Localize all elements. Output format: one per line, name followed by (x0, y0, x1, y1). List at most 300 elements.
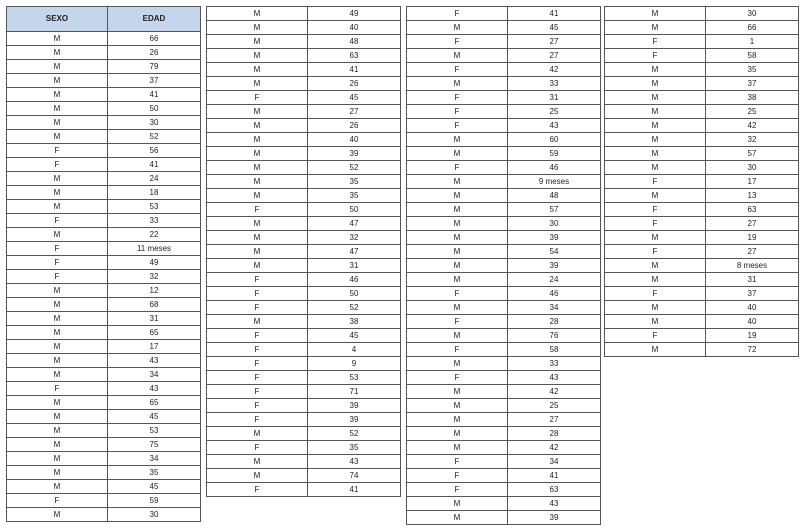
sexo-cell: M (207, 427, 308, 441)
table-row (207, 273, 401, 287)
edad-cell: 41 (308, 483, 401, 497)
table-row (7, 102, 201, 116)
sexo-cell: M (7, 312, 108, 326)
table-row (207, 455, 401, 469)
table-row (605, 7, 799, 21)
edad-cell: 71 (308, 385, 401, 399)
edad-cell: 13 (706, 189, 799, 203)
edad-cell: 52 (108, 130, 201, 144)
edad-cell: 63 (706, 203, 799, 217)
table-row (407, 105, 601, 119)
edad-cell: 52 (308, 301, 401, 315)
edad-cell: 48 (308, 35, 401, 49)
table-row (407, 203, 601, 217)
table-row (7, 466, 201, 480)
edad-cell: 41 (508, 469, 601, 483)
table-row (605, 147, 799, 161)
table-row (7, 354, 201, 368)
sexo-cell: M (207, 259, 308, 273)
sexo-cell: M (407, 441, 508, 455)
edad-cell: 35 (308, 189, 401, 203)
edad-cell: 54 (508, 245, 601, 259)
table-row (207, 77, 401, 91)
edad-cell: 34 (108, 452, 201, 466)
table-row (7, 438, 201, 452)
sexo-cell: M (407, 385, 508, 399)
sexo-cell: F (605, 203, 706, 217)
table-row (7, 46, 201, 60)
table-row (7, 200, 201, 214)
edad-cell: 4 (308, 343, 401, 357)
edad-cell: 75 (108, 438, 201, 452)
edad-cell: 26 (308, 119, 401, 133)
edad-cell: 72 (706, 343, 799, 357)
sexo-cell: F (207, 203, 308, 217)
table-column-4 (604, 6, 798, 357)
header-row (7, 7, 201, 32)
edad-cell: 40 (706, 315, 799, 329)
sexo-cell: M (407, 357, 508, 371)
data-table-1 (6, 6, 201, 522)
sexo-cell: M (605, 63, 706, 77)
edad-cell: 28 (508, 315, 601, 329)
table-row (407, 161, 601, 175)
edad-cell: 26 (308, 77, 401, 91)
sexo-cell: M (7, 32, 108, 46)
sexo-cell: M (207, 35, 308, 49)
sexo-cell: M (207, 231, 308, 245)
table-row (407, 371, 601, 385)
edad-cell: 27 (508, 35, 601, 49)
table-row (407, 455, 601, 469)
edad-cell: 50 (308, 203, 401, 217)
sexo-cell: M (407, 133, 508, 147)
edad-cell: 46 (508, 287, 601, 301)
sexo-cell: F (407, 287, 508, 301)
sexo-cell: M (207, 175, 308, 189)
edad-cell: 24 (108, 172, 201, 186)
edad-cell: 19 (706, 231, 799, 245)
sexo-cell: M (7, 298, 108, 312)
table-row (605, 259, 799, 273)
sexo-cell: M (207, 455, 308, 469)
edad-cell: 65 (108, 326, 201, 340)
edad-cell: 66 (706, 21, 799, 35)
edad-cell: 52 (308, 161, 401, 175)
edad-cell: 45 (508, 21, 601, 35)
edad-cell: 41 (108, 158, 201, 172)
sexo-cell: M (605, 133, 706, 147)
sexo-cell: M (407, 175, 508, 189)
sexo-cell: M (7, 60, 108, 74)
table-row (7, 452, 201, 466)
sexo-cell: M (207, 469, 308, 483)
table-row (207, 399, 401, 413)
sexo-cell: F (207, 301, 308, 315)
sexo-cell: M (605, 259, 706, 273)
sexo-cell: M (407, 273, 508, 287)
sexo-cell: M (407, 231, 508, 245)
table-row (407, 259, 601, 273)
sexo-cell: M (7, 186, 108, 200)
edad-cell: 39 (508, 231, 601, 245)
data-table-2 (206, 6, 401, 497)
edad-cell: 43 (508, 497, 601, 511)
sexo-cell: F (207, 385, 308, 399)
sexo-cell: F (407, 483, 508, 497)
table-row (207, 329, 401, 343)
sexo-cell: F (207, 329, 308, 343)
table-row (407, 413, 601, 427)
table-row (7, 32, 201, 46)
edad-cell: 11 meses (108, 242, 201, 256)
edad-cell: 63 (508, 483, 601, 497)
edad-cell: 30 (108, 508, 201, 522)
edad-cell: 43 (508, 371, 601, 385)
table-row (7, 326, 201, 340)
table-column-2 (206, 6, 400, 497)
edad-cell: 60 (508, 133, 601, 147)
edad-cell: 50 (108, 102, 201, 116)
edad-cell: 8 meses (706, 259, 799, 273)
sexo-cell: M (7, 508, 108, 522)
table-row (7, 340, 201, 354)
table-body-4 (605, 7, 799, 357)
sexo-cell: M (7, 424, 108, 438)
table-row (207, 175, 401, 189)
table-row (207, 357, 401, 371)
edad-cell: 32 (706, 133, 799, 147)
table-row (407, 119, 601, 133)
sexo-cell: F (605, 217, 706, 231)
data-table-3 (406, 6, 601, 525)
table-row (407, 357, 601, 371)
table-row (207, 91, 401, 105)
sexo-cell: M (407, 245, 508, 259)
table-row (7, 494, 201, 508)
table-row (7, 424, 201, 438)
edad-cell: 34 (108, 368, 201, 382)
table-row (7, 312, 201, 326)
edad-cell: 39 (508, 259, 601, 273)
sexo-cell: M (407, 413, 508, 427)
table-row (7, 130, 201, 144)
sexo-cell: M (605, 7, 706, 21)
sexo-cell: M (407, 217, 508, 231)
table-row (207, 133, 401, 147)
sexo-cell: M (407, 203, 508, 217)
sexo-cell: F (407, 105, 508, 119)
edad-cell: 57 (508, 203, 601, 217)
edad-cell: 49 (108, 256, 201, 270)
sexo-cell: M (7, 172, 108, 186)
edad-cell: 27 (508, 49, 601, 63)
edad-cell: 39 (308, 147, 401, 161)
sexo-cell: M (7, 130, 108, 144)
table-row (407, 427, 601, 441)
sexo-cell: M (605, 21, 706, 35)
table-row (605, 133, 799, 147)
sexo-cell: M (605, 161, 706, 175)
table-row (605, 245, 799, 259)
table-row (407, 77, 601, 91)
table-row (605, 231, 799, 245)
sexo-cell: F (207, 413, 308, 427)
sexo-cell: F (407, 371, 508, 385)
sexo-cell: F (7, 214, 108, 228)
edad-cell: 74 (308, 469, 401, 483)
header-edad: EDAD (108, 7, 201, 32)
edad-cell: 47 (308, 245, 401, 259)
table-row (407, 245, 601, 259)
edad-cell: 9 meses (508, 175, 601, 189)
edad-cell: 79 (108, 60, 201, 74)
table-row (7, 242, 201, 256)
table-row (407, 301, 601, 315)
sexo-cell: F (207, 273, 308, 287)
sexo-cell: M (7, 410, 108, 424)
table-row (605, 35, 799, 49)
table-row (207, 483, 401, 497)
edad-cell: 19 (706, 329, 799, 343)
sexo-cell: M (407, 21, 508, 35)
sexo-cell: M (7, 438, 108, 452)
table-row (407, 147, 601, 161)
edad-cell: 28 (508, 427, 601, 441)
edad-cell: 31 (508, 91, 601, 105)
edad-cell: 66 (108, 32, 201, 46)
sexo-cell: F (407, 7, 508, 21)
table-body-3 (407, 7, 601, 525)
edad-cell: 39 (308, 399, 401, 413)
sexo-cell: M (207, 49, 308, 63)
table-row (207, 119, 401, 133)
sexo-cell: M (7, 200, 108, 214)
edad-cell: 45 (308, 91, 401, 105)
table-row (407, 343, 601, 357)
sexo-cell: F (7, 144, 108, 158)
sexo-cell: M (605, 91, 706, 105)
edad-cell: 40 (308, 21, 401, 35)
edad-cell: 39 (508, 511, 601, 525)
edad-cell: 57 (706, 147, 799, 161)
sexo-cell: F (407, 315, 508, 329)
edad-cell: 76 (508, 329, 601, 343)
table-row (207, 7, 401, 21)
edad-cell: 27 (508, 413, 601, 427)
edad-cell: 46 (308, 273, 401, 287)
edad-cell: 32 (308, 231, 401, 245)
sexo-cell: M (605, 301, 706, 315)
sexo-cell: M (7, 46, 108, 60)
sexo-cell: F (7, 256, 108, 270)
edad-cell: 56 (108, 144, 201, 158)
edad-cell: 43 (108, 382, 201, 396)
sexo-cell: M (407, 189, 508, 203)
edad-cell: 42 (508, 63, 601, 77)
sexo-cell: F (605, 329, 706, 343)
sexo-cell: M (7, 396, 108, 410)
table-row (407, 189, 601, 203)
sexo-cell: F (207, 287, 308, 301)
sexo-cell: F (207, 399, 308, 413)
sexo-cell: F (605, 49, 706, 63)
table-row (207, 343, 401, 357)
edad-cell: 32 (108, 270, 201, 284)
sexo-cell: F (207, 343, 308, 357)
edad-cell: 30 (108, 116, 201, 130)
sexo-cell: F (7, 158, 108, 172)
table-row (407, 315, 601, 329)
table-row (207, 301, 401, 315)
table-body-1 (7, 32, 201, 522)
sexo-cell: M (207, 7, 308, 21)
sexo-cell: F (7, 270, 108, 284)
table-row (207, 231, 401, 245)
sexo-cell: M (7, 340, 108, 354)
table-row (7, 508, 201, 522)
sexo-cell: M (207, 133, 308, 147)
sexo-cell: F (7, 494, 108, 508)
sexo-cell: M (407, 497, 508, 511)
sexo-cell: M (407, 427, 508, 441)
edad-cell: 43 (108, 354, 201, 368)
sexo-cell: M (7, 326, 108, 340)
sexo-cell: F (407, 455, 508, 469)
sexo-cell: M (207, 189, 308, 203)
sexo-cell: M (207, 63, 308, 77)
sexo-cell: F (605, 287, 706, 301)
table-row (407, 497, 601, 511)
edad-cell: 45 (108, 480, 201, 494)
table-row (605, 119, 799, 133)
edad-cell: 43 (308, 455, 401, 469)
edad-cell: 1 (706, 35, 799, 49)
edad-cell: 45 (108, 410, 201, 424)
sexo-cell: M (407, 399, 508, 413)
table-row (207, 21, 401, 35)
table-row (7, 116, 201, 130)
sexo-cell: M (605, 119, 706, 133)
table-column-3 (406, 6, 600, 525)
edad-cell: 58 (706, 49, 799, 63)
sexo-cell: M (7, 466, 108, 480)
edad-cell: 50 (308, 287, 401, 301)
sexo-cell: M (207, 217, 308, 231)
edad-cell: 34 (508, 301, 601, 315)
sexo-cell: F (7, 382, 108, 396)
sexo-cell: F (407, 469, 508, 483)
edad-cell: 40 (706, 301, 799, 315)
sexo-cell: M (605, 105, 706, 119)
table-row (407, 385, 601, 399)
sexo-cell: M (407, 511, 508, 525)
table-row (7, 144, 201, 158)
edad-cell: 17 (706, 175, 799, 189)
table-row (7, 214, 201, 228)
edad-cell: 39 (308, 413, 401, 427)
sexo-cell: F (207, 357, 308, 371)
table-body-2 (207, 7, 401, 497)
table-row (605, 329, 799, 343)
sexo-cell: F (407, 91, 508, 105)
table-row (207, 441, 401, 455)
table-row (605, 287, 799, 301)
edad-cell: 65 (108, 396, 201, 410)
edad-cell: 30 (508, 217, 601, 231)
table-row (605, 49, 799, 63)
table-row (7, 368, 201, 382)
sexo-cell: F (407, 119, 508, 133)
edad-cell: 37 (706, 287, 799, 301)
sexo-cell: F (605, 35, 706, 49)
sexo-cell: M (207, 105, 308, 119)
table-row (407, 441, 601, 455)
sexo-cell: F (407, 343, 508, 357)
sexo-cell: M (7, 102, 108, 116)
table-row (605, 105, 799, 119)
table-row (207, 49, 401, 63)
sexo-cell: M (207, 161, 308, 175)
table-row (605, 77, 799, 91)
sexo-cell: F (207, 441, 308, 455)
edad-cell: 31 (706, 273, 799, 287)
edad-cell: 53 (108, 424, 201, 438)
edad-cell: 45 (308, 329, 401, 343)
edad-cell: 33 (508, 357, 601, 371)
edad-cell: 42 (508, 441, 601, 455)
sexo-cell: M (207, 119, 308, 133)
table-row (605, 63, 799, 77)
edad-cell: 25 (706, 105, 799, 119)
sexo-cell: M (407, 77, 508, 91)
edad-cell: 35 (706, 63, 799, 77)
edad-cell: 31 (108, 312, 201, 326)
edad-cell: 35 (308, 441, 401, 455)
table-row (7, 396, 201, 410)
edad-cell: 63 (308, 49, 401, 63)
table-row (605, 175, 799, 189)
edad-cell: 68 (108, 298, 201, 312)
edad-cell: 42 (508, 385, 601, 399)
sexo-cell: M (7, 284, 108, 298)
edad-cell: 34 (508, 455, 601, 469)
table-row (407, 217, 601, 231)
table-row (7, 74, 201, 88)
table-row (407, 133, 601, 147)
table-row (407, 511, 601, 525)
table-row (7, 60, 201, 74)
table-row (605, 91, 799, 105)
edad-cell: 41 (308, 63, 401, 77)
table-row (407, 21, 601, 35)
table-row (7, 410, 201, 424)
table-row (605, 301, 799, 315)
edad-cell: 35 (308, 175, 401, 189)
sexo-cell: M (207, 77, 308, 91)
edad-cell: 25 (508, 399, 601, 413)
table-row (407, 7, 601, 21)
edad-cell: 48 (508, 189, 601, 203)
sexo-cell: M (7, 74, 108, 88)
sexo-cell: M (605, 189, 706, 203)
table-row (207, 147, 401, 161)
sexo-cell: M (605, 77, 706, 91)
sexo-cell: M (605, 147, 706, 161)
table-row (207, 315, 401, 329)
edad-cell: 30 (706, 7, 799, 21)
sexo-cell: M (407, 259, 508, 273)
